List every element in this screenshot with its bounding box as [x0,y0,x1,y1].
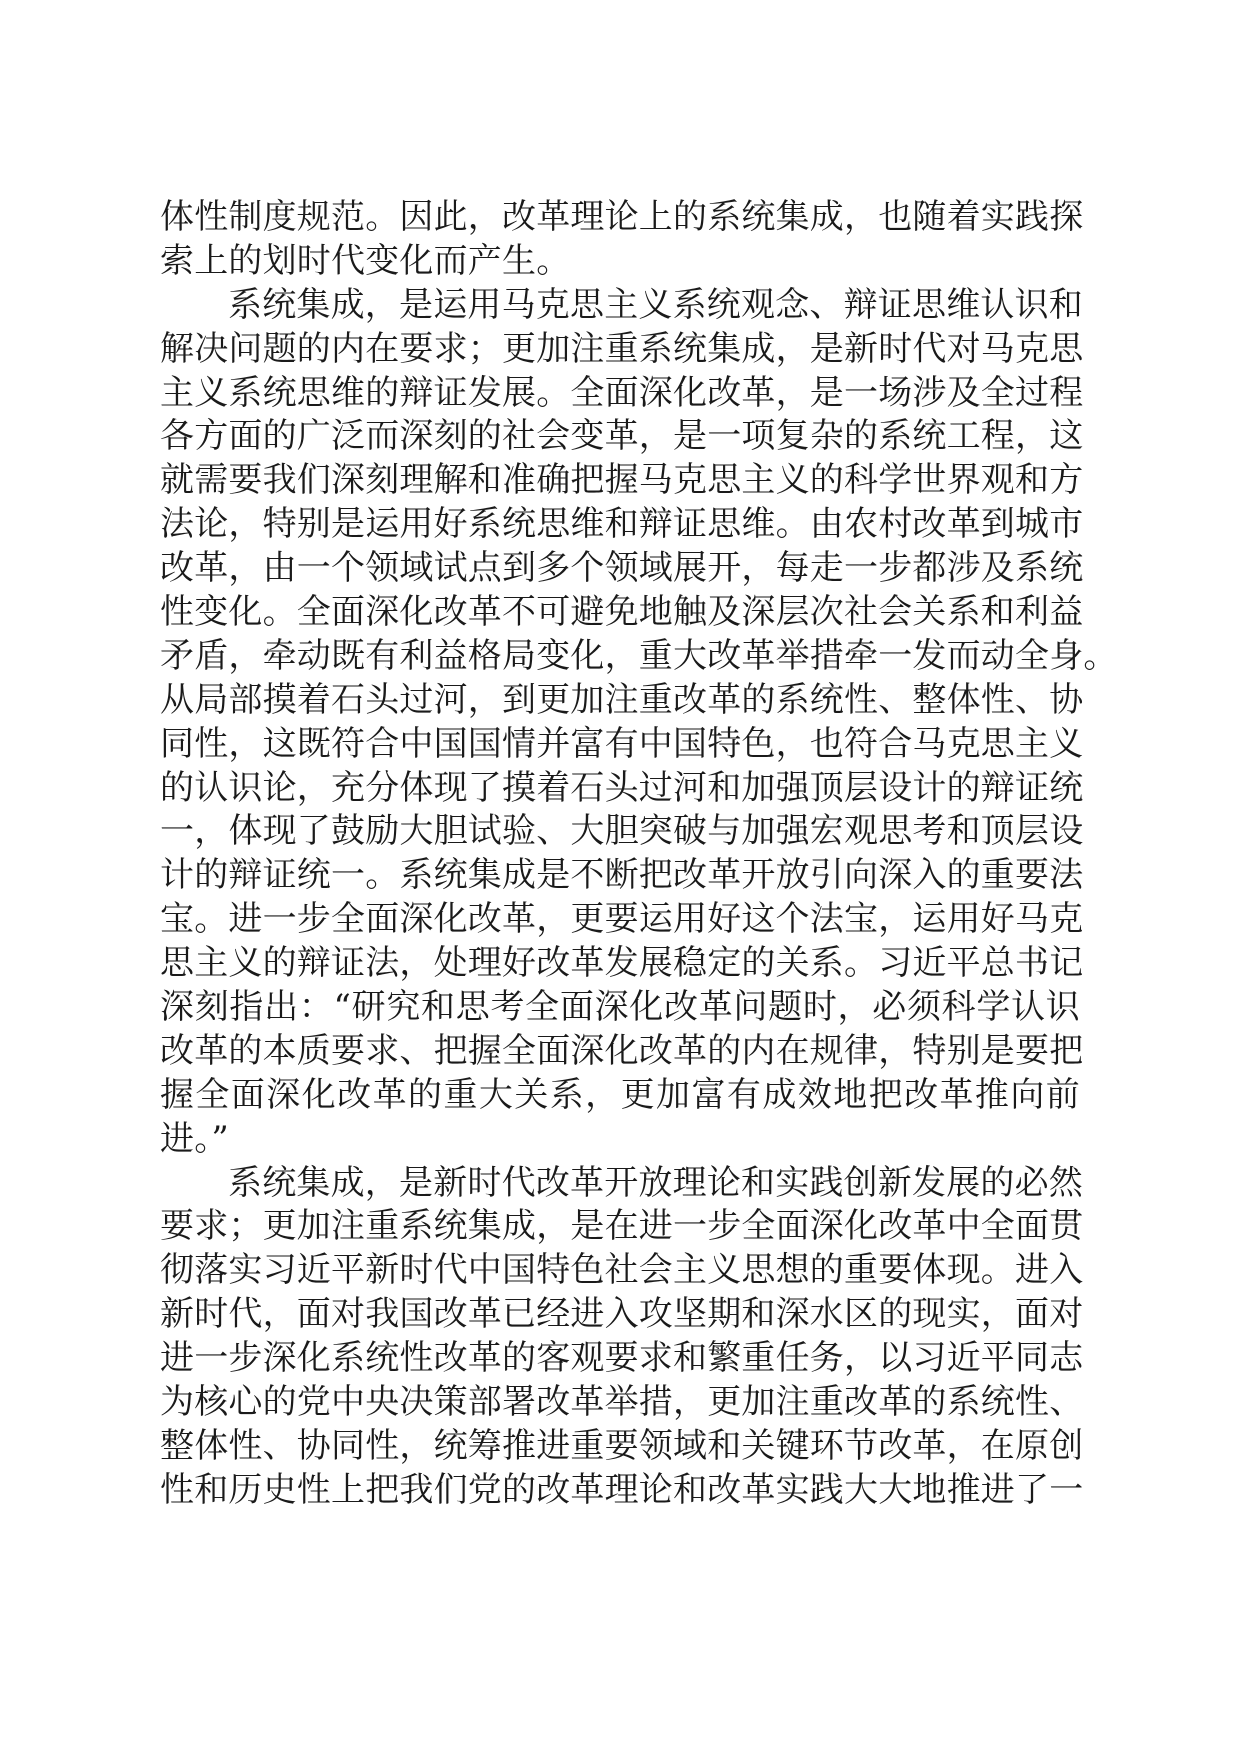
text-line: 进一步深化系统性改革的客观要求和繁重任务，以习近平同志 [160,1338,1084,1379]
text-line: 思主义的辩证法，处理好改革发展稳定的关系。习近平总书记 [160,943,1084,984]
text-line: 性变化。全面深化改革不可避免地触及深层次社会关系和利益 [160,592,1084,633]
text-line: 进。” [160,1118,229,1159]
paragraph [160,1162,1084,1513]
text-line: 整体性、协同性，统筹推进重要领域和关键环节改革，在原创 [160,1425,1084,1466]
paragraph [160,196,1084,284]
text-line: 法论，特别是运用好系统思维和辩证思维。由农村改革到城市 [160,504,1084,545]
text-line: 一，体现了鼓励大胆试验、大胆突破与加强宏观思考和顶层设 [160,811,1084,852]
text-line: 为核心的党中央决策部署改革举措，更加注重改革的系统性、 [160,1382,1084,1423]
text-line: 各方面的广泛而深刻的社会变革，是一项复杂的系统工程，这 [160,416,1084,457]
text-line: 的认识论，充分体现了摸着石头过河和加强顶层设计的辩证统 [160,767,1084,808]
document-body [160,196,1118,1513]
text-line: 改革的本质要求、把握全面深化改革的内在规律，特别是要把 [160,1030,1084,1071]
text-line: 新时代，面对我国改革已经进入攻坚期和深水区的现实，面对 [160,1294,1084,1335]
text-line: 就需要我们深刻理解和准确把握马克思主义的科学世界观和方 [160,460,1084,501]
text-line: 系统集成，是新时代改革开放理论和实践创新发展的必然 [228,1162,1083,1203]
text-line: 彻落实习近平新时代中国特色社会主义思想的重要体现。进入 [160,1250,1084,1291]
text-line: 同性，这既符合中国国情并富有中国特色，也符合马克思主义 [160,723,1084,764]
text-line: 主义系统思维的辩证发展。全面深化改革，是一场涉及全过程 [160,372,1084,413]
text-line: 计的辩证统一。系统集成是不断把改革开放引向深入的重要法 [160,855,1084,896]
text-line: 解决问题的内在要求；更加注重系统集成，是新时代对马克思 [160,328,1084,369]
text-line: 宝。进一步全面深化改革，更要运用好这个法宝，运用好马克 [160,899,1084,940]
text-line: 矛盾，牵动既有利益格局变化，重大改革举措牵一发而动全身。 [160,635,1118,676]
text-line: 要求；更加注重系统集成，是在进一步全面深化改革中全面贯 [160,1206,1084,1247]
text-line: 握全面深化改革的重大关系，更加富有成效地把改革推向前 [160,1074,1080,1115]
paragraph [160,284,1118,1162]
text-line: 索上的划时代变化而产生。 [160,240,571,281]
text-line: 从局部摸着石头过河，到更加注重改革的系统性、整体性、协 [160,679,1084,720]
text-line: 深刻指出：“研究和思考全面深化改革问题时，必须科学认识 [160,987,1080,1028]
text-line: 系统集成，是运用马克思主义系统观念、辩证思维认识和 [228,284,1083,325]
text-line: 体性制度规范。因此，改革理论上的系统集成，也随着实践探 [160,197,1084,237]
text-line: 改革，由一个领域试点到多个领域展开，每走一步都涉及系统 [160,548,1084,589]
text-line: 性和历史性上把我们党的改革理论和改革实践大大地推进了一 [160,1469,1084,1510]
